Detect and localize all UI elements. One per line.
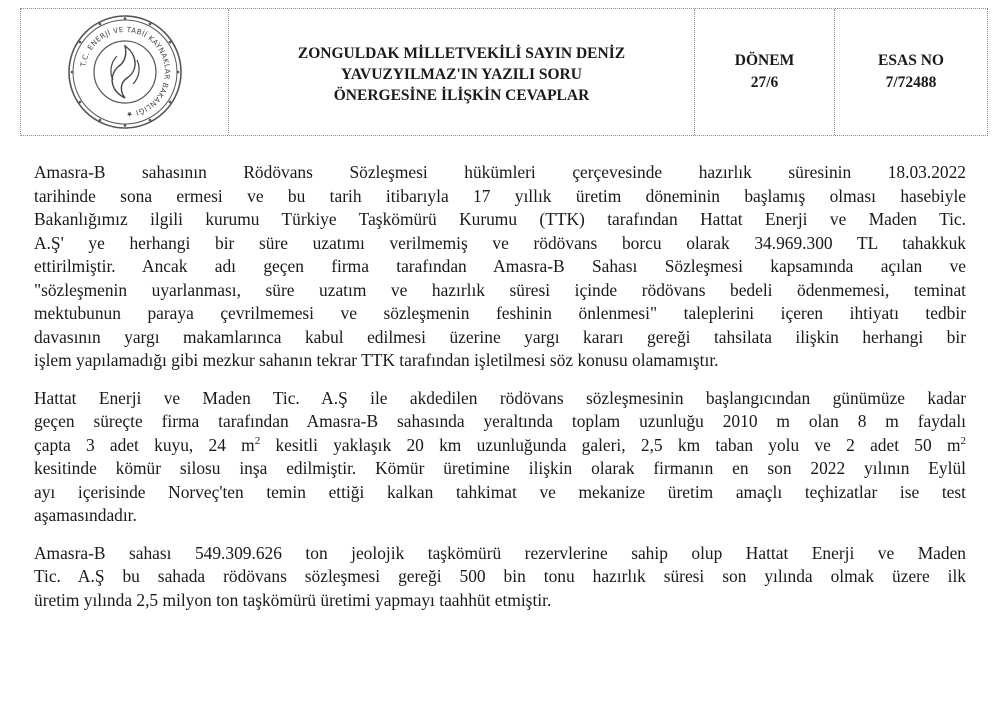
superscript: 2 [960,434,966,447]
logo-cell [21,9,229,135]
body-line: mektubunun paraya çevrilmemesi ve sözleşmenin feshinin önlenmesi" taleplerini içeren ihtiyatı tedbir [34,303,966,323]
body-line: işlem yapılamadığı gibi mezkur sahanın tekrar TTK tarafından işletilmesi söz konusu olamamıştır. [34,350,719,370]
body-line: Bakanlığımız ilgili kurumu Türkiye Taşkömürü Kurumu (TTK) tarafından Hattat Enerji ve Maden Tic. [34,209,966,229]
text-fragment: kesitli yaklaşık 20 km uzunluğunda galeri, 2,5 km taban yolu ve 2 adet 50 m [260,434,961,455]
donem-cell [695,9,835,135]
body-line: davasının yargı makamlarınca kabul edilmesi üzerine yargı kararı gereği tahsilata ilişkin herhangi bir [34,326,966,347]
title-line-2: YAVUZYILMAZ'IN YAZILI SORU [341,65,582,83]
body-line: Hattat Enerji ve Maden Tic. A.Ş ile akdedilen rödövans sözleşmesinin başlangıcından günümüze kadar [34,387,966,408]
body-line: ettirilmiştir. Ancak adı geçen firma tarafından Amasra-B Sahası Sözleşmesi kapsamında açılan ve [34,256,966,276]
body-line: A.Ş' ye herhangi bir süre uzatımı verilmemiş ve rödövans borcu olarak 34.969.300 TL tahakkuk [34,232,966,253]
body-line: geçen süreçte firma tarafından Amasra-B sahasında yeraltında toplam uzunluğu 2010 m olan 8 m faydalı [34,411,966,431]
svg-text:T.C. ENERJİ VE TABİİ KAYNAKLAR: T.C. ENERJİ VE TABİİ KAYNAKLAR BAKANLIĞI ★ [77,24,172,120]
paragraph-2 [34,387,966,528]
body-line: Amasra-B sahası 549.309.626 ton jeolojik taşkömürü rezervlerine sahip olup Hattat Enerji ve Maden [34,542,966,563]
body-line: üretim yılında 2,5 milyon ton taşkömürü üretimi yapmayı taahhüt etmiştir. [34,589,552,610]
superscript: 2 [254,434,261,447]
title-line-3: ÖNERGESİNE İLİŞKİN CEVAPLAR [333,86,590,104]
body-line: Tic. A.Ş bu sahada rödövans sözleşmesi gereği 500 bin tonu hazırlık süresi son yılında olmak üzere ilk [34,566,966,586]
body-line: aşamasındadır. [34,505,137,525]
paragraph-1 [34,161,966,373]
esas-label: ESAS NO [878,52,944,69]
donem-label: DÖNEM [734,52,795,69]
body-line-with-superscripts [34,434,966,458]
esas-value: 7/72488 [885,74,937,91]
body-line: kesitinde kömür silosu inşa edilmiştir. Kömür üretimine ilişkin olarak firmanın en son 2022 yılının Eylül [34,458,966,478]
document-title [229,9,695,135]
paragraph-3 [34,542,966,613]
esas-no-cell [835,9,987,135]
document-header [20,8,988,136]
body-line: ayı içerisinde Norveç'ten temin ettiği kalkan tahkimat ve mekanize üretim amaçlı teçhizatlar ise test [34,481,966,502]
title-line-1: ZONGULDAK MİLLETVEKİLİ SAYIN DENİZ [297,44,626,62]
ministry-seal-icon [65,12,185,132]
body-line: "sözleşmenin uyarlanması, süre uzatım ve hazırlık süresi içinde rödövans bedeli ödenmemesi, teminat [34,279,966,300]
donem-value: 27/6 [750,74,779,91]
body-line: Amasra-B sahasının Rödövans Sözleşmesi hükümleri çerçevesinde hazırlık süresinin 18.03.2022 [34,162,966,182]
document-body [34,161,966,626]
body-line: tarihinde sona ermesi ve bu tarih itibarıyla 17 yıllık üretim döneminin başlamış olması hasebiyle [34,185,966,206]
text-fragment: çapta 3 adet kuyu, 24 m [34,434,255,455]
